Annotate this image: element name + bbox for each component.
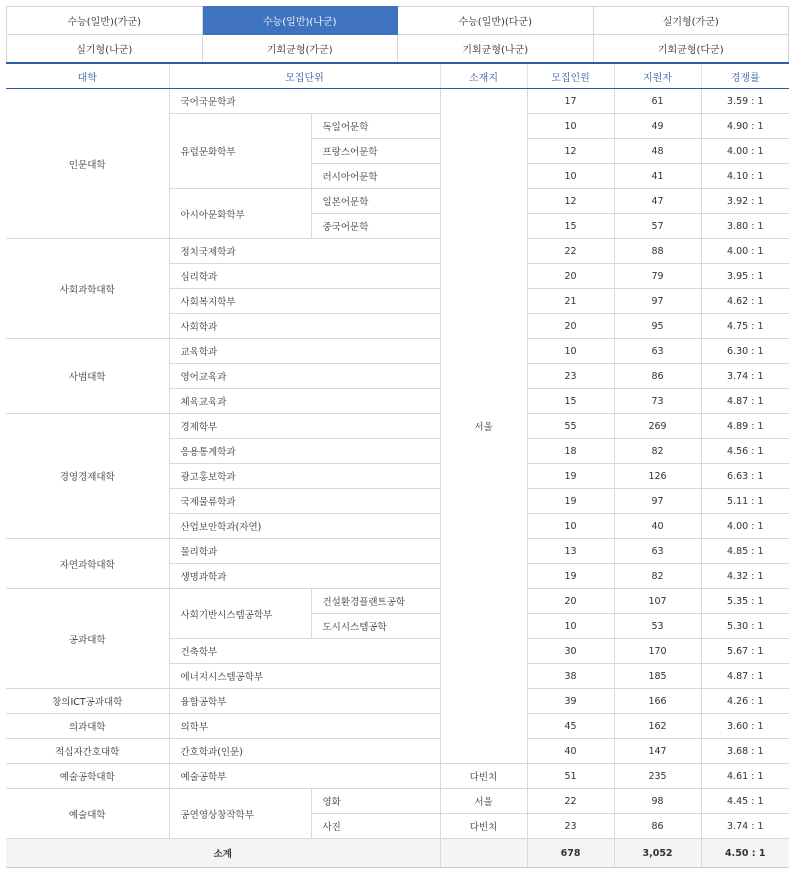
quota-cell: 19	[527, 564, 614, 589]
unit-cell: 예술공학부	[169, 764, 440, 789]
applicants-cell: 126	[614, 464, 701, 489]
unit-cell: 심리학과	[169, 264, 440, 289]
unit-cell: 경제학부	[169, 414, 440, 439]
applicants-cell: 97	[614, 289, 701, 314]
quota-cell: 40	[527, 739, 614, 764]
unit-cell: 간호학과(인문)	[169, 739, 440, 764]
ratio-cell: 4.56 : 1	[701, 439, 789, 464]
college-cell: 인문대학	[6, 89, 169, 239]
ratio-cell: 5.30 : 1	[701, 614, 789, 639]
ratio-cell: 4.00 : 1	[701, 239, 789, 264]
header-location: 소재지	[440, 63, 527, 89]
unit-cell: 응용통계학과	[169, 439, 440, 464]
quota-cell: 17	[527, 89, 614, 114]
unit-cell: 건축학부	[169, 639, 440, 664]
unit-cell: 교육학과	[169, 339, 440, 364]
quota-cell: 10	[527, 164, 614, 189]
header-applicants: 지원자	[614, 63, 701, 89]
ratio-cell: 3.60 : 1	[701, 714, 789, 739]
quota-cell: 21	[527, 289, 614, 314]
ratio-cell: 4.45 : 1	[701, 789, 789, 814]
applicants-cell: 61	[614, 89, 701, 114]
applicants-cell: 82	[614, 439, 701, 464]
ratio-cell: 3.92 : 1	[701, 189, 789, 214]
unit-cell: 국어국문학과	[169, 89, 440, 114]
tab-silgi-na[interactable]: 실기형(나군)	[7, 35, 203, 63]
location-cell: 다빈치	[440, 764, 527, 789]
unit-cell: 중국어문학	[311, 214, 440, 239]
ratio-cell: 3.68 : 1	[701, 739, 789, 764]
applicants-cell: 86	[614, 814, 701, 839]
applicants-cell: 235	[614, 764, 701, 789]
table-row	[6, 714, 789, 739]
quota-cell: 19	[527, 464, 614, 489]
applicants-cell: 79	[614, 264, 701, 289]
quota-cell: 30	[527, 639, 614, 664]
unit-cell: 건설환경플랜트공학	[311, 589, 440, 614]
admission-type-tabs	[6, 6, 789, 63]
table-row	[6, 589, 789, 614]
college-cell: 자연과학대학	[6, 539, 169, 589]
quota-cell: 38	[527, 664, 614, 689]
tab-silgi-ga[interactable]: 실기형(가군)	[593, 7, 789, 35]
ratio-cell: 4.90 : 1	[701, 114, 789, 139]
applicants-cell: 49	[614, 114, 701, 139]
college-cell: 의과대학	[6, 714, 169, 739]
table-row	[6, 339, 789, 364]
group-cell: 아시아문화학부	[169, 189, 311, 239]
unit-cell: 사회복지학부	[169, 289, 440, 314]
quota-cell: 20	[527, 314, 614, 339]
quota-cell: 23	[527, 814, 614, 839]
applicants-cell: 107	[614, 589, 701, 614]
ratio-cell: 6.30 : 1	[701, 339, 789, 364]
unit-cell: 사진	[311, 814, 440, 839]
quota-cell: 10	[527, 614, 614, 639]
quota-cell: 10	[527, 339, 614, 364]
table-row	[6, 764, 789, 789]
quota-cell: 15	[527, 389, 614, 414]
unit-cell: 에너지시스템공학부	[169, 664, 440, 689]
total-applicants: 3,052	[614, 839, 701, 868]
unit-cell: 독일어문학	[311, 114, 440, 139]
header-quota: 모집인원	[527, 63, 614, 89]
header-college: 대학	[6, 63, 169, 89]
unit-cell: 프랑스어문학	[311, 139, 440, 164]
applicants-cell: 88	[614, 239, 701, 264]
total-quota: 678	[527, 839, 614, 868]
ratio-cell: 4.87 : 1	[701, 664, 789, 689]
tab-gihoe-na[interactable]: 기회균형(나군)	[398, 35, 594, 63]
applicants-cell: 82	[614, 564, 701, 589]
quota-cell: 12	[527, 189, 614, 214]
table-row	[6, 414, 789, 439]
tab-row	[7, 7, 789, 35]
unit-cell: 융합공학부	[169, 689, 440, 714]
header-unit: 모집단위	[169, 63, 440, 89]
quota-cell: 12	[527, 139, 614, 164]
ratio-cell: 4.62 : 1	[701, 289, 789, 314]
ratio-cell: 5.35 : 1	[701, 589, 789, 614]
applicants-cell: 40	[614, 514, 701, 539]
ratio-cell: 4.61 : 1	[701, 764, 789, 789]
unit-cell: 러시아어문학	[311, 164, 440, 189]
unit-cell: 일본어문학	[311, 189, 440, 214]
quota-cell: 51	[527, 764, 614, 789]
tab-gihoe-da[interactable]: 기회균형(다군)	[593, 35, 789, 63]
ratio-cell: 4.89 : 1	[701, 414, 789, 439]
applicants-cell: 147	[614, 739, 701, 764]
applicants-cell: 48	[614, 139, 701, 164]
ratio-cell: 5.67 : 1	[701, 639, 789, 664]
ratio-cell: 4.00 : 1	[701, 514, 789, 539]
applicants-cell: 170	[614, 639, 701, 664]
quota-cell: 20	[527, 264, 614, 289]
applicants-cell: 185	[614, 664, 701, 689]
quota-cell: 13	[527, 539, 614, 564]
unit-cell: 국제물류학과	[169, 489, 440, 514]
ratio-cell: 4.75 : 1	[701, 314, 789, 339]
table-row	[6, 789, 789, 814]
unit-cell: 광고홍보학과	[169, 464, 440, 489]
total-label: 소계	[6, 839, 440, 868]
ratio-cell: 4.10 : 1	[701, 164, 789, 189]
applicants-cell: 63	[614, 339, 701, 364]
location-cell: 다빈치	[440, 814, 527, 839]
applicants-cell: 73	[614, 389, 701, 414]
total-location-cell	[440, 839, 527, 868]
unit-cell: 산업보안학과(자연)	[169, 514, 440, 539]
college-cell: 경영경제대학	[6, 414, 169, 539]
quota-cell: 20	[527, 589, 614, 614]
tab-suneung-ga[interactable]: 수능(일반)(가군)	[7, 7, 203, 35]
quota-cell: 10	[527, 114, 614, 139]
quota-cell: 45	[527, 714, 614, 739]
applicants-cell: 166	[614, 689, 701, 714]
quota-cell: 23	[527, 364, 614, 389]
applicants-cell: 53	[614, 614, 701, 639]
applicants-cell: 95	[614, 314, 701, 339]
unit-cell: 영화	[311, 789, 440, 814]
quota-cell: 55	[527, 414, 614, 439]
applicants-cell: 41	[614, 164, 701, 189]
college-cell: 사회과학대학	[6, 239, 169, 339]
quota-cell: 22	[527, 239, 614, 264]
group-cell: 사회기반시스템공학부	[169, 589, 311, 639]
table-row	[6, 239, 789, 264]
group-cell: 유럽문화학부	[169, 114, 311, 189]
ratio-cell: 6.63 : 1	[701, 464, 789, 489]
quota-cell: 15	[527, 214, 614, 239]
ratio-cell: 3.59 : 1	[701, 89, 789, 114]
unit-cell: 물리학과	[169, 539, 440, 564]
college-cell: 예술공학대학	[6, 764, 169, 789]
ratio-cell: 3.74 : 1	[701, 814, 789, 839]
college-cell: 공과대학	[6, 589, 169, 689]
total-ratio: 4.50 : 1	[701, 839, 789, 868]
applicants-cell: 162	[614, 714, 701, 739]
quota-cell: 22	[527, 789, 614, 814]
quota-cell: 19	[527, 489, 614, 514]
college-cell: 사범대학	[6, 339, 169, 414]
location-cell: 서울	[440, 789, 527, 814]
tab-row	[7, 35, 789, 63]
table-row	[6, 739, 789, 764]
unit-cell: 의학부	[169, 714, 440, 739]
tab-suneung-na[interactable]: 수능(일반)(나군)	[202, 7, 398, 35]
ratio-cell: 4.32 : 1	[701, 564, 789, 589]
total-row	[6, 839, 789, 868]
ratio-cell: 4.85 : 1	[701, 539, 789, 564]
applicants-cell: 86	[614, 364, 701, 389]
ratio-cell: 3.80 : 1	[701, 214, 789, 239]
applicants-cell: 98	[614, 789, 701, 814]
unit-cell: 사회학과	[169, 314, 440, 339]
table-row	[6, 689, 789, 714]
applicants-cell: 97	[614, 489, 701, 514]
quota-cell: 39	[527, 689, 614, 714]
college-cell: 예술대학	[6, 789, 169, 839]
quota-cell: 10	[527, 514, 614, 539]
ratio-cell: 4.00 : 1	[701, 139, 789, 164]
table-row	[6, 89, 789, 114]
ratio-cell: 5.11 : 1	[701, 489, 789, 514]
header-ratio: 경쟁률	[701, 63, 789, 89]
table-header-row	[6, 63, 789, 89]
college-cell: 적십자간호대학	[6, 739, 169, 764]
competition-rate-table	[6, 62, 789, 868]
ratio-cell: 4.87 : 1	[701, 389, 789, 414]
quota-cell: 18	[527, 439, 614, 464]
tab-suneung-da[interactable]: 수능(일반)(다군)	[398, 7, 594, 35]
applicants-cell: 57	[614, 214, 701, 239]
unit-cell: 체육교육과	[169, 389, 440, 414]
location-cell: 서울	[440, 89, 527, 764]
ratio-cell: 3.95 : 1	[701, 264, 789, 289]
unit-cell: 정치국제학과	[169, 239, 440, 264]
group-cell: 공연영상창작학부	[169, 789, 311, 839]
table-row	[6, 539, 789, 564]
ratio-cell: 3.74 : 1	[701, 364, 789, 389]
unit-cell: 영어교육과	[169, 364, 440, 389]
tab-gihoe-ga[interactable]: 기회균형(가군)	[202, 35, 398, 63]
applicants-cell: 269	[614, 414, 701, 439]
applicants-cell: 63	[614, 539, 701, 564]
unit-cell: 생명과학과	[169, 564, 440, 589]
applicants-cell: 47	[614, 189, 701, 214]
ratio-cell: 4.26 : 1	[701, 689, 789, 714]
unit-cell: 도시시스템공학	[311, 614, 440, 639]
college-cell: 창의ICT공과대학	[6, 689, 169, 714]
